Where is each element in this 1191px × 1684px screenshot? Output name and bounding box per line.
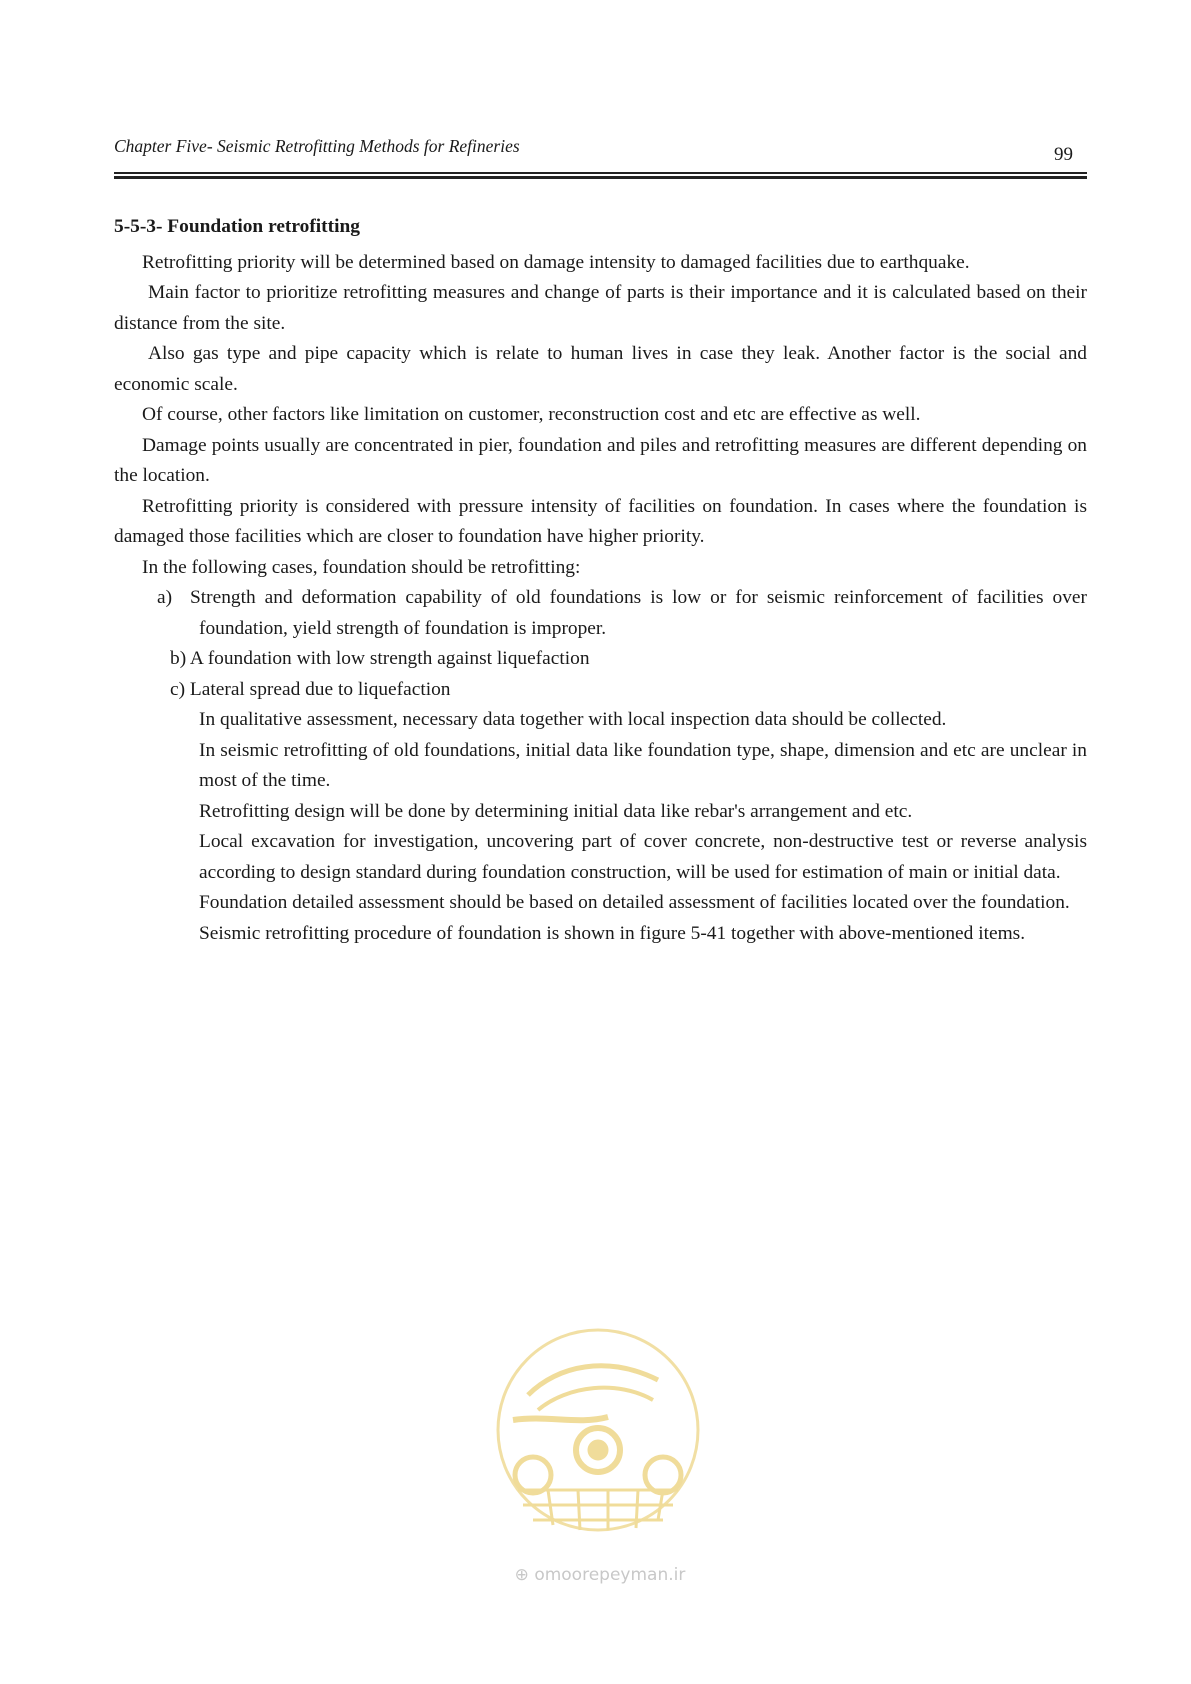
globe-icon: ⊕ [514,1565,529,1585]
chapter-title: Chapter Five- Seismic Retrofitting Methods for Refineries [114,136,520,156]
sub-paragraph: Seismic retrofitting procedure of foundation is shown in figure 5-41 together with above-mentioned items. [199,922,1026,944]
list-item-a: a) Strength and deformation capability of old foundations is low or for seismic reinforcement of facilities over foundation, yield strength of foundation is improper. [157,587,1087,639]
header-rule-thin [114,172,1087,174]
sub-paragraph: Local excavation for investigation, uncovering part of cover concrete, non-destructive test or reverse analysis according to design standard during foundation construction, will be used for estimation of main or initial data. [199,831,1087,883]
paragraph: Of course, other factors like limitation on customer, reconstruction cost and etc are effective as well. [142,404,921,425]
sub-paragraph: Foundation detailed assessment should be based on detailed assessment of facilities located over the foundation. [199,892,1070,913]
page-number: 99 [1054,144,1073,165]
page-body [114,212,1087,949]
watermark-url-text: omoorepeyman.ir [534,1565,686,1585]
paragraph: Main factor to prioritize retrofitting measures and change of parts is their importance and it is calculated based on their distance from the site. [114,282,1087,334]
page-header [114,134,1087,184]
paragraph: Also gas type and pipe capacity which is relate to human lives in case they leak. Another factor is the social and economic scale. [114,343,1087,395]
sub-paragraph: In seismic retrofitting of old foundations, initial data like foundation type, shape, dimension and etc are unclear in most of the time. [199,739,1087,791]
list-item-c: c) Lateral spread due to liquefaction [170,678,451,700]
sub-paragraph: Retrofitting design will be done by determining initial data like rebar's arrangement and etc. [199,800,913,822]
section-heading: 5-5-3- Foundation retrofitting [114,216,360,237]
paragraph: Retrofitting priority is considered with pressure intensity of facilities on foundation. In cases where the foundation is damaged those facilities which are closer to foundation have higher priority. [114,495,1087,547]
list-item-b: b) A foundation with low strength against liquefaction [170,648,590,669]
paragraph: In the following cases, foundation should be retrofitting: [142,556,581,578]
sub-paragraph: In qualitative assessment, necessary data together with local inspection data should be collected. [199,709,947,730]
watermark-url [500,1565,700,1585]
header-rule-thick [114,176,1087,179]
paragraph: Retrofitting priority will be determined based on damage intensity to damaged facilities due to earthquake. [142,251,970,273]
paragraph: Damage points usually are concentrated in pier, foundation and piles and retrofitting measures are different depending on the location. [114,434,1087,486]
watermark-logo [488,1325,708,1605]
